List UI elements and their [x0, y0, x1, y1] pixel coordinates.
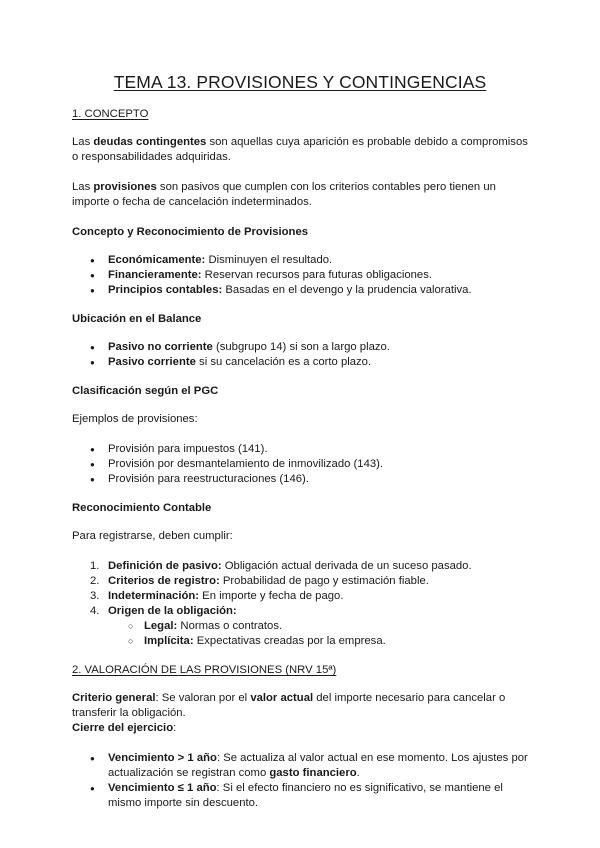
text-span: Expectativas creadas por la empresa. — [193, 635, 386, 647]
list-item — [90, 604, 528, 649]
paragraph-provisiones — [72, 180, 528, 210]
section-heading-valoracion: 2. VALORACIÓN DE LAS PROVISIONES (NRV 15ª) — [72, 664, 337, 676]
text-span: : — [173, 722, 177, 734]
text-span: Normas o contratos. — [177, 620, 283, 632]
bold-term: Legal: — [144, 620, 178, 632]
subheading-ubicacion: Ubicación en el Balance — [72, 313, 202, 325]
bold-term: Cierre del ejercicio — [72, 722, 174, 734]
subheading-reconocimiento: Concepto y Reconocimiento de Provisiones — [72, 226, 309, 238]
list-item — [108, 781, 528, 811]
bold-term: gasto financiero — [269, 767, 357, 779]
text-span: Las — [72, 181, 94, 193]
bold-term: deudas contingentes — [93, 136, 207, 148]
text-span: Obligación actual derivada de un suceso pasado. — [221, 560, 472, 572]
list-requisitos — [72, 559, 528, 649]
list-item — [108, 253, 528, 268]
paragraph-contable-intro: Para registrarse, deben cumplir: — [72, 530, 233, 542]
bold-term: Definición de pasivo: — [108, 560, 222, 572]
list-ubicacion — [72, 340, 528, 370]
text-span: : Si el efecto financiero no es significativo, se mantiene el mismo importe sin descuento. — [108, 782, 503, 809]
bold-term: valor actual — [250, 692, 314, 704]
list-item — [90, 559, 528, 574]
list-item — [108, 355, 528, 370]
bold-term: Financieramente: — [108, 269, 202, 281]
paragraph-criterio-general — [72, 691, 528, 721]
text-span: son aquellas cuya aparición es probable debido a compromisos o responsabilidades adquiridas. — [72, 136, 528, 163]
list-item — [144, 634, 528, 649]
text-span: Probabilidad de pago y estimación fiable. — [219, 575, 429, 587]
bold-term: Criterio general — [72, 692, 156, 704]
text-span: si su cancelación es a corto plazo. — [195, 356, 372, 368]
list-item — [90, 589, 528, 604]
text-span: Las — [72, 136, 94, 148]
subheading-reconocimiento-contable: Reconocimiento Contable — [72, 502, 212, 514]
text-span: . — [356, 767, 360, 779]
bold-term: Implícita: — [144, 635, 194, 647]
text-span: En importe y fecha de pago. — [199, 590, 344, 602]
list-item: ● Provisión para reestructuraciones (146). — [108, 472, 528, 487]
list-item — [144, 619, 528, 634]
list-item — [108, 751, 528, 781]
bold-term: Vencimiento > 1 año — [108, 752, 217, 764]
text-span: Disminuyen el resultado. — [205, 254, 333, 266]
text-span: : Se valoran por el — [155, 692, 251, 704]
list-origen — [108, 619, 528, 649]
list-reconocimiento — [72, 253, 528, 298]
subheading-clasificacion: Clasificación según el PGC — [72, 385, 219, 397]
list-item — [108, 283, 528, 298]
text-span: : Se actualiza al valor actual en ese momento. Los ajustes por actualización se registran como — [108, 752, 528, 779]
bold-term: provisiones — [93, 181, 157, 193]
list-item — [108, 268, 528, 283]
section-heading-concepto: 1. CONCEPTO — [72, 108, 149, 120]
text-span: Reservan recursos para futuras obligaciones. — [201, 269, 432, 281]
bold-term: Pasivo no corriente — [108, 341, 213, 353]
list-number: 2. — [90, 575, 100, 587]
text-span: del importe necesario para cancelar o transferir la obligación. — [72, 692, 506, 719]
list-number: 1. — [90, 560, 100, 572]
text-span: son pasivos que cumplen con los criterios contables pero tienen un importe o fecha de cancelación indeterminados. — [72, 181, 496, 208]
paragraph-cierre-ejercicio — [72, 721, 528, 736]
list-number: 3. — [90, 590, 100, 602]
bold-term: Económicamente: — [108, 254, 206, 266]
text-span: (subgrupo 14) si son a largo plazo. — [212, 341, 390, 353]
bold-term: Pasivo corriente — [108, 356, 196, 368]
bold-term: Criterios de registro: — [108, 575, 220, 587]
list-item: ● Provisión por desmantelamiento de inmovilizado (143). — [108, 457, 528, 472]
list-item: ● Provisión para impuestos (141). — [108, 442, 528, 457]
paragraph-deudas-contingentes — [72, 135, 528, 165]
paragraph-ejemplos-intro: Ejemplos de provisiones: — [72, 413, 198, 425]
text-span: Basadas en el devengo y la prudencia valorativa. — [222, 284, 472, 296]
bold-term: Origen de la obligación: — [108, 605, 237, 617]
list-item — [108, 340, 528, 355]
bold-term: Indeterminación: — [108, 590, 200, 602]
list-number: 4. — [90, 605, 100, 617]
list-vencimientos — [72, 751, 528, 811]
list-ejemplos — [72, 442, 528, 487]
bold-term: Vencimiento ≤ 1 año — [108, 782, 217, 794]
list-item — [90, 574, 528, 589]
bold-term: Principios contables: — [108, 284, 223, 296]
page-title: TEMA 13. PROVISIONES Y CONTINGENCIAS — [113, 72, 487, 92]
